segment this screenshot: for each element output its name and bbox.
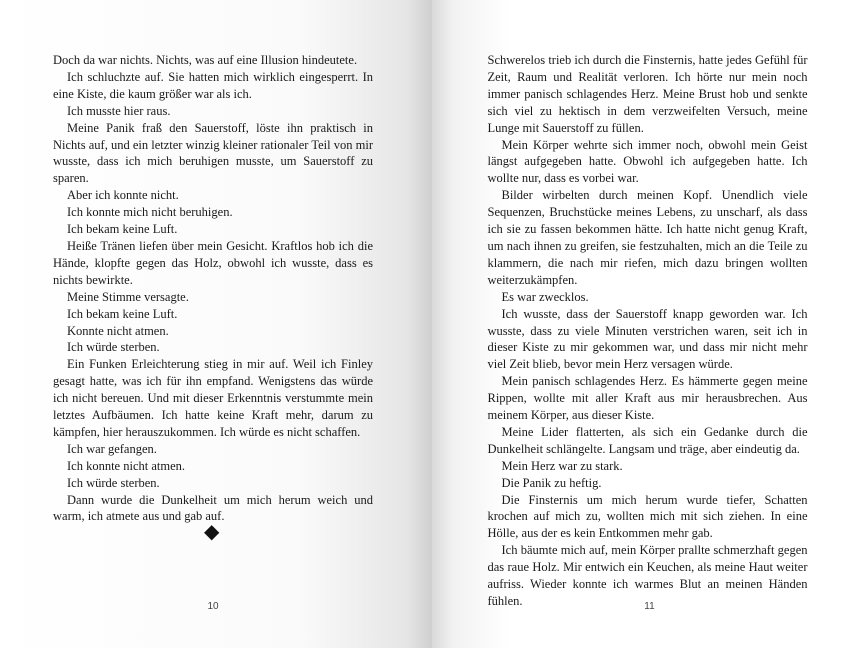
right-page-text	[488, 52, 808, 610]
paragraph: Ich bekam keine Luft.	[67, 222, 178, 237]
paragraph: Meine Stimme versagte.	[67, 289, 189, 304]
paragraph: Mein Körper wehrte sich immer noch, obwohl mein Geist längst aufgegeben hatte. Obwohl ich aufgegeben hatte. Ich wollte nur, dass es vorbei war.	[487, 137, 808, 186]
paragraph: Ich bäumte mich auf, mein Körper prallte schmerzhaft gegen das raue Holz. Mir entwich ein Keuchen, als meine Haut weiter aufriss. Wieder konnte ich warmes Blut an meinen Händen fühlen.	[487, 543, 808, 608]
section-break-diamond-icon: ◆	[204, 521, 220, 543]
paragraph: Ich musste hier raus.	[67, 103, 171, 118]
paragraph: Schwerelos trieb ich durch die Finsternis, hatte jedes Gefühl für Zeit, Raum und Realität verloren. Ich hörte nur mein noch immer panisch schlagendes Herz. Meine Brust hob und senkte sich viel zu hektisch in dem verzweifelten Versuch, meine Lunge mit Sauerstoff zu füllen.	[487, 53, 808, 135]
left-page-text	[53, 52, 373, 525]
paragraph: Ich konnte mich nicht beruhigen.	[67, 205, 233, 220]
paragraph: Ein Funken Erleichterung stieg in mir auf. Weil ich Finley gesagt hatte, was ich für ihn empfand. Wenigstens das würde ich nicht bereuen. Und mit dieser Erkenntnis verstummte mein letztes Aufbäumen. Ich hatte keine Kraft mehr, darum zu kämpfen, hier herauszukommen. Ich würde es nicht schaffen.	[53, 357, 373, 439]
paragraph: Die Panik zu heftig.	[501, 475, 602, 490]
paragraph: Konnte nicht atmen.	[67, 323, 169, 338]
paragraph: Es war zwecklos.	[501, 289, 589, 304]
paragraph: Ich wusste, dass der Sauerstoff knapp geworden war. Ich wusste, dass zu viele Minuten verstrichen waren, seit ich in dieser Kiste zu mir gekommen war, und dass mir nicht mehr viel Zeit blieb, bevor mein Herz versagen würde.	[487, 306, 808, 372]
paragraph: Ich konnte nicht atmen.	[67, 458, 186, 473]
paragraph: Die Finsternis um mich herum wurde tiefer, Schatten krochen auf mich zu, wollten mich mit sich ziehen. In eine Hölle, aus der es kein Entkommen mehr gab.	[487, 492, 808, 541]
right-page	[432, 0, 863, 648]
paragraph: Mein panisch schlagendes Herz. Es hämmerte gegen meine Rippen, wollte mit aller Kraft aus mir herausbrechen. Aus meinem Körper, aus dieser Kiste.	[487, 374, 808, 423]
page-number: 11	[644, 601, 655, 612]
paragraph: Doch da war nichts. Nichts, was auf eine Illusion hindeutete.	[53, 53, 358, 67]
paragraph: Ich war gefangen.	[67, 441, 157, 456]
paragraph: Meine Panik fraß den Sauerstoff, löste ihn praktisch in Nichts auf, und ein letzter winzig kleiner rationaler Teil von mir wusste, dass ich mich beruhigen musste, um Sauerstoff zu sparen.	[53, 120, 373, 186]
paragraph: Bilder wirbelten durch meinen Kopf. Unendlich viele Sequenzen, Bruchstücke meines Lebens, zu unscharf, als dass ich sie zu fassen bekommen hätte. Ich hatte nicht genug Kraft, um nach ihnen zu greifen, sie festzuhalten, mich an die Teile zu klammern, die nach mir riefen, mich dazu bringen wollten weiterzukämpfen.	[487, 188, 808, 287]
paragraph: Ich würde sterben.	[67, 475, 160, 490]
paragraph: Mein Herz war zu stark.	[501, 458, 623, 473]
paragraph: Meine Lider flatterten, als sich ein Gedanke durch die Dunkelheit schlängelte. Langsam und träge, aber eindeutig da.	[487, 424, 808, 456]
page-number: 10	[207, 601, 219, 612]
paragraph: Ich schluchzte auf. Sie hatten mich wirklich eingesperrt. In eine Kiste, die kaum größer war als ich.	[53, 69, 373, 101]
paragraph: Ich würde sterben.	[67, 340, 160, 355]
paragraph: Heiße Tränen liefen über mein Gesicht. Kraftlos hob ich die Hände, klopfte gegen das Holz, obwohl ich wusste, dass es nichts bewirkte.	[53, 238, 373, 287]
paragraph: Dann wurde die Dunkelheit um mich herum weich und warm, ich atmete aus und gab auf.	[53, 492, 373, 524]
paragraph: Aber ich konnte nicht.	[67, 188, 179, 203]
paragraph: Ich bekam keine Luft.	[67, 306, 178, 321]
